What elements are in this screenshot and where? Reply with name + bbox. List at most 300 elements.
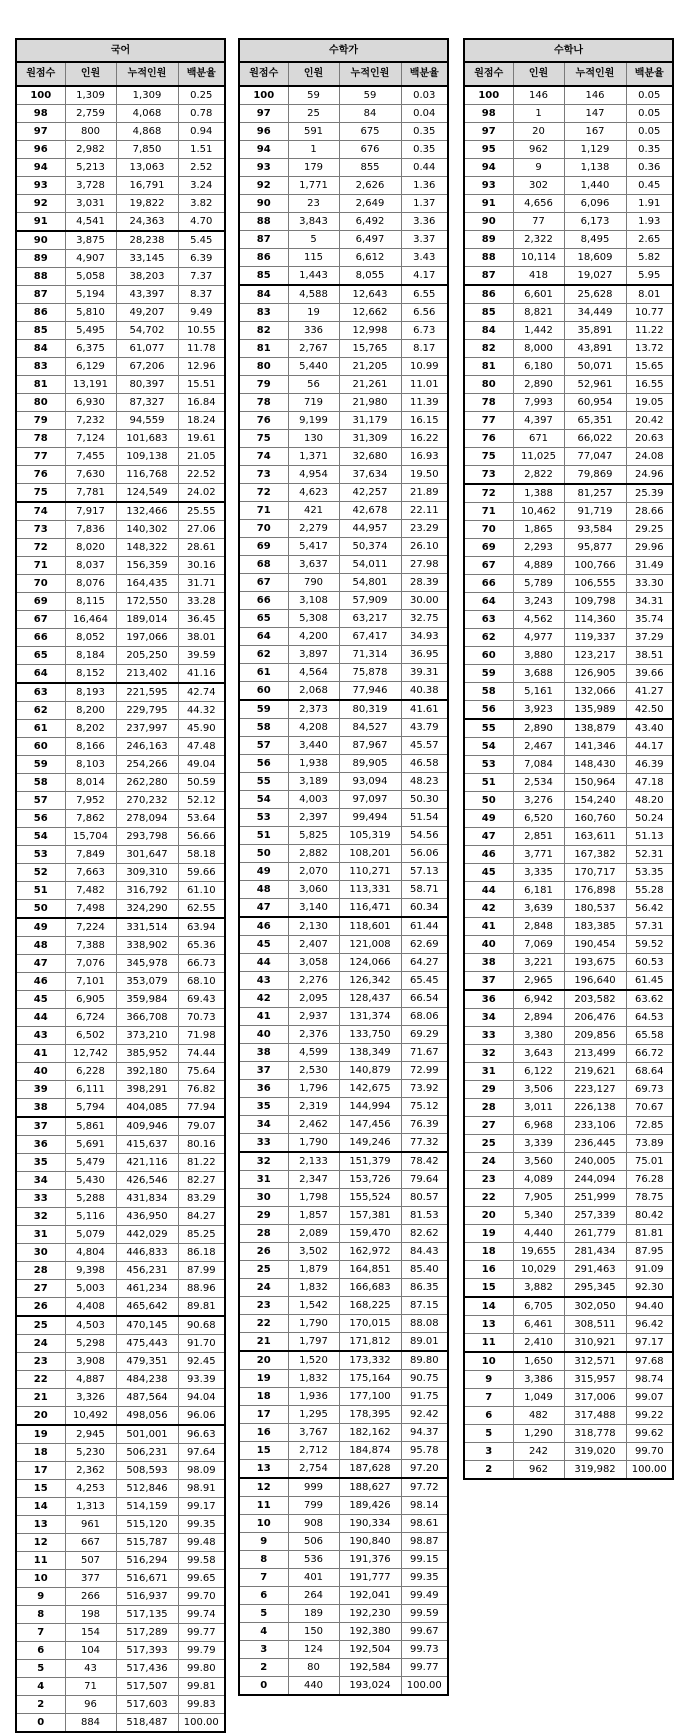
cell-cumulative: 33,145	[116, 250, 178, 268]
table-row	[464, 864, 673, 882]
cell-percentile: 99.17	[178, 1498, 225, 1516]
cell-count: 5,079	[65, 1226, 116, 1244]
table-row	[239, 1062, 448, 1080]
table-row	[16, 1208, 225, 1226]
cell-count: 1,542	[288, 1297, 339, 1315]
cell-percentile: 58.18	[178, 846, 225, 864]
cell-count: 3,728	[65, 177, 116, 195]
cell-percentile: 24.96	[626, 466, 673, 485]
cell-count: 3,767	[288, 1424, 339, 1442]
cell-cumulative: 44,957	[339, 520, 401, 538]
cell-cumulative: 319,982	[564, 1461, 626, 1480]
cell-cumulative: 54,011	[339, 556, 401, 574]
cell-cumulative: 317,488	[564, 1407, 626, 1425]
cell-percentile: 5.82	[626, 249, 673, 267]
cell-count: 418	[513, 267, 564, 286]
table-row	[16, 900, 225, 919]
cell-percentile: 37.29	[626, 629, 673, 647]
cell-percentile: 27.06	[178, 521, 225, 539]
table-row	[16, 1335, 225, 1353]
cell-percentile: 0.05	[626, 105, 673, 123]
table-row	[239, 1315, 448, 1333]
cell-percentile: 21.89	[401, 484, 448, 502]
cell-count: 10,462	[513, 503, 564, 521]
table-title: 국어	[16, 39, 225, 62]
cell-cumulative: 108,201	[339, 845, 401, 863]
table-row	[239, 159, 448, 177]
cell-raw-score: 8	[16, 1606, 65, 1624]
cell-cumulative: 164,435	[116, 575, 178, 593]
cell-count: 961	[65, 1516, 116, 1534]
cell-cumulative: 517,507	[116, 1678, 178, 1696]
cell-count: 2,397	[288, 809, 339, 827]
cell-raw-score: 52	[16, 864, 65, 882]
cell-cumulative: 6,096	[564, 195, 626, 213]
cell-cumulative: 81,257	[564, 484, 626, 503]
cell-percentile: 71.98	[178, 1027, 225, 1045]
cell-raw-score: 85	[239, 267, 288, 286]
cell-percentile: 0.35	[401, 141, 448, 159]
cell-percentile: 10.99	[401, 358, 448, 376]
cell-raw-score: 46	[464, 846, 513, 864]
cell-percentile: 43.79	[401, 719, 448, 737]
cell-cumulative: 246,163	[116, 738, 178, 756]
cell-percentile: 77.32	[401, 1134, 448, 1153]
cell-cumulative: 77,047	[564, 448, 626, 466]
table-row	[464, 123, 673, 141]
table-row	[16, 1136, 225, 1154]
cell-cumulative: 498,056	[116, 1407, 178, 1426]
table-row	[464, 539, 673, 557]
cell-cumulative: 166,683	[339, 1279, 401, 1297]
table-title: 수학나	[464, 39, 673, 62]
cell-cumulative: 93,094	[339, 773, 401, 791]
cell-percentile: 89.81	[178, 1298, 225, 1317]
cell-cumulative: 190,454	[564, 936, 626, 954]
cell-percentile: 99.83	[178, 1696, 225, 1714]
table-row	[16, 647, 225, 665]
cell-count: 1,313	[65, 1498, 116, 1516]
table-row	[239, 538, 448, 556]
cell-cumulative: 484,238	[116, 1371, 178, 1389]
cell-raw-score: 78	[16, 430, 65, 448]
cell-raw-score: 80	[239, 358, 288, 376]
cell-percentile: 30.00	[401, 592, 448, 610]
cell-percentile: 1.93	[626, 213, 673, 231]
cell-percentile: 66.73	[178, 955, 225, 973]
cell-raw-score: 28	[239, 1225, 288, 1243]
cell-raw-score: 41	[16, 1045, 65, 1063]
cell-count: 2,322	[513, 231, 564, 249]
cell-count: 6,375	[65, 340, 116, 358]
cell-cumulative: 470,145	[116, 1316, 178, 1335]
cell-raw-score: 97	[464, 123, 513, 141]
cell-cumulative: 128,437	[339, 990, 401, 1008]
cell-count: 1,832	[288, 1279, 339, 1297]
table-row	[239, 1207, 448, 1225]
cell-count: 3,276	[513, 792, 564, 810]
table-row	[239, 1677, 448, 1696]
cell-percentile: 100.00	[626, 1461, 673, 1480]
cell-cumulative: 6,173	[564, 213, 626, 231]
cell-raw-score: 96	[239, 123, 288, 141]
cell-cumulative: 331,514	[116, 918, 178, 937]
table-row	[464, 195, 673, 213]
table-row	[464, 394, 673, 412]
cell-raw-score: 35	[16, 1154, 65, 1172]
cell-count: 150	[288, 1623, 339, 1641]
cell-count: 5	[288, 231, 339, 249]
table-row	[464, 647, 673, 665]
cell-cumulative: 182,162	[339, 1424, 401, 1442]
cell-count: 5,810	[65, 304, 116, 322]
cell-raw-score: 97	[16, 123, 65, 141]
cell-cumulative: 281,434	[564, 1243, 626, 1261]
cell-raw-score: 9	[239, 1533, 288, 1551]
cell-count: 5,825	[288, 827, 339, 845]
table-row	[16, 448, 225, 466]
cell-raw-score: 26	[16, 1298, 65, 1317]
cell-raw-score: 58	[16, 774, 65, 792]
table-row	[16, 1516, 225, 1534]
table-row	[464, 1352, 673, 1371]
cell-cumulative: 32,680	[339, 448, 401, 466]
cell-percentile: 89.01	[401, 1333, 448, 1352]
col-header-cumulative: 누적인원	[116, 62, 178, 86]
cell-cumulative: 67,417	[339, 628, 401, 646]
cell-percentile: 94.40	[626, 1297, 673, 1316]
cell-cumulative: 116,471	[339, 899, 401, 918]
cell-cumulative: 60,954	[564, 394, 626, 412]
cell-percentile: 8.37	[178, 286, 225, 304]
cell-count: 7,455	[65, 448, 116, 466]
cell-percentile: 56.66	[178, 828, 225, 846]
cell-raw-score: 78	[239, 394, 288, 412]
cell-count: 4,564	[288, 664, 339, 682]
table-row	[464, 412, 673, 430]
table-row	[464, 159, 673, 177]
cell-count: 59	[288, 86, 339, 105]
cell-cumulative: 109,138	[116, 448, 178, 466]
cell-percentile: 35.74	[626, 611, 673, 629]
cell-raw-score: 98	[16, 105, 65, 123]
cell-count: 43	[65, 1660, 116, 1678]
cell-count: 336	[288, 322, 339, 340]
cell-cumulative: 315,957	[564, 1371, 626, 1389]
table-row	[239, 285, 448, 304]
cell-cumulative: 8,495	[564, 231, 626, 249]
cell-cumulative: 190,334	[339, 1515, 401, 1533]
cell-percentile: 45.90	[178, 720, 225, 738]
cell-percentile: 15.65	[626, 358, 673, 376]
cell-percentile: 62.55	[178, 900, 225, 919]
cell-raw-score: 80	[464, 376, 513, 394]
table-row	[239, 195, 448, 213]
table-row	[16, 1045, 225, 1063]
cell-percentile: 60.34	[401, 899, 448, 918]
table-row	[16, 521, 225, 539]
cell-percentile: 22.11	[401, 502, 448, 520]
cell-raw-score: 32	[464, 1045, 513, 1063]
cell-percentile: 38.51	[626, 647, 673, 665]
cell-count: 3,897	[288, 646, 339, 664]
table-row	[239, 430, 448, 448]
cell-count: 3,031	[65, 195, 116, 213]
cell-raw-score: 91	[16, 213, 65, 232]
table-row	[464, 882, 673, 900]
cell-count: 2,095	[288, 990, 339, 1008]
cell-percentile: 75.01	[626, 1153, 673, 1171]
cell-cumulative: 164,851	[339, 1261, 401, 1279]
cell-percentile: 1.91	[626, 195, 673, 213]
cell-percentile: 26.10	[401, 538, 448, 556]
cell-cumulative: 121,008	[339, 936, 401, 954]
cell-cumulative: 516,294	[116, 1552, 178, 1570]
cell-count: 8,184	[65, 647, 116, 665]
cell-percentile: 63.62	[626, 990, 673, 1009]
cell-cumulative: 262,280	[116, 774, 178, 792]
table-row	[239, 592, 448, 610]
cell-raw-score: 33	[464, 1027, 513, 1045]
table-row	[464, 1045, 673, 1063]
cell-percentile: 31.49	[626, 557, 673, 575]
cell-cumulative: 517,135	[116, 1606, 178, 1624]
cell-count: 2,068	[288, 682, 339, 701]
cell-cumulative: 209,856	[564, 1027, 626, 1045]
cell-percentile: 44.17	[626, 738, 673, 756]
cell-percentile: 0.44	[401, 159, 448, 177]
cell-raw-score: 51	[239, 827, 288, 845]
cell-count: 6,930	[65, 394, 116, 412]
cell-raw-score: 74	[239, 448, 288, 466]
cell-percentile: 90.75	[401, 1370, 448, 1388]
cell-raw-score: 2	[16, 1696, 65, 1714]
table-row	[239, 1279, 448, 1297]
table-row	[239, 249, 448, 267]
cell-cumulative: 131,374	[339, 1008, 401, 1026]
cell-percentile: 87.99	[178, 1262, 225, 1280]
cell-raw-score: 50	[239, 845, 288, 863]
cell-cumulative: 173,332	[339, 1351, 401, 1370]
cell-percentile: 98.09	[178, 1462, 225, 1480]
cell-cumulative: 461,234	[116, 1280, 178, 1298]
cell-cumulative: 310,921	[564, 1334, 626, 1353]
cell-raw-score: 27	[16, 1280, 65, 1298]
cell-count: 7,101	[65, 973, 116, 991]
table-row	[239, 610, 448, 628]
cell-count: 3,643	[513, 1045, 564, 1063]
cell-raw-score: 73	[239, 466, 288, 484]
table-row	[16, 955, 225, 973]
cell-count: 6,968	[513, 1117, 564, 1135]
cell-cumulative: 132,066	[564, 683, 626, 701]
cell-raw-score: 59	[16, 756, 65, 774]
cell-raw-score: 51	[16, 882, 65, 900]
cell-raw-score: 36	[239, 1080, 288, 1098]
cell-percentile: 81.81	[626, 1225, 673, 1243]
cell-cumulative: 95,877	[564, 539, 626, 557]
cell-count: 2,822	[513, 466, 564, 485]
cell-percentile: 49.04	[178, 756, 225, 774]
cell-cumulative: 50,071	[564, 358, 626, 376]
cell-raw-score: 92	[239, 177, 288, 195]
cell-count: 2,767	[288, 340, 339, 358]
cell-raw-score: 16	[239, 1424, 288, 1442]
cell-count: 104	[65, 1642, 116, 1660]
cell-raw-score: 46	[239, 917, 288, 936]
cell-cumulative: 168,225	[339, 1297, 401, 1315]
cell-cumulative: 517,436	[116, 1660, 178, 1678]
table-row	[239, 1587, 448, 1605]
table-row	[464, 484, 673, 503]
cell-count: 8,200	[65, 702, 116, 720]
cell-cumulative: 190,840	[339, 1533, 401, 1551]
cell-percentile: 61.45	[626, 972, 673, 991]
cell-raw-score: 10	[464, 1352, 513, 1371]
table-row	[16, 937, 225, 955]
cell-cumulative: 345,978	[116, 955, 178, 973]
cell-raw-score: 45	[464, 864, 513, 882]
cell-percentile: 97.64	[178, 1444, 225, 1462]
cell-cumulative: 50,374	[339, 538, 401, 556]
cell-cumulative: 15,765	[339, 340, 401, 358]
cell-raw-score: 38	[464, 954, 513, 972]
table-row	[16, 412, 225, 430]
cell-cumulative: 12,662	[339, 304, 401, 322]
cell-percentile: 5.45	[178, 231, 225, 250]
cell-count: 2,347	[288, 1171, 339, 1189]
cell-percentile: 56.42	[626, 900, 673, 918]
cell-percentile: 16.22	[401, 430, 448, 448]
cell-cumulative: 301,647	[116, 846, 178, 864]
table-row	[239, 231, 448, 249]
cell-raw-score: 78	[464, 394, 513, 412]
cell-percentile: 28.66	[626, 503, 673, 521]
cell-percentile: 15.51	[178, 376, 225, 394]
cell-count: 1,936	[288, 1388, 339, 1406]
table-row	[239, 755, 448, 773]
cell-count: 3,339	[513, 1135, 564, 1153]
cell-raw-score: 89	[16, 250, 65, 268]
cell-cumulative: 153,726	[339, 1171, 401, 1189]
cell-count: 1,771	[288, 177, 339, 195]
score-table-math-na	[463, 38, 674, 1480]
cell-count: 2,410	[513, 1334, 564, 1353]
cell-raw-score: 53	[464, 756, 513, 774]
cell-cumulative: 191,777	[339, 1569, 401, 1587]
cell-raw-score: 94	[16, 159, 65, 177]
cell-cumulative: 113,331	[339, 881, 401, 899]
cell-raw-score: 89	[464, 231, 513, 249]
cell-cumulative: 80,319	[339, 700, 401, 719]
cell-raw-score: 54	[239, 791, 288, 809]
cell-percentile: 88.96	[178, 1280, 225, 1298]
cell-raw-score: 71	[464, 503, 513, 521]
cell-percentile: 72.85	[626, 1117, 673, 1135]
table-row	[464, 810, 673, 828]
cell-percentile: 0.03	[401, 86, 448, 105]
table-row	[16, 304, 225, 322]
cell-percentile: 59.52	[626, 936, 673, 954]
cell-cumulative: 19,822	[116, 195, 178, 213]
cell-count: 8,202	[65, 720, 116, 738]
cell-raw-score: 7	[464, 1389, 513, 1407]
cell-raw-score: 46	[16, 973, 65, 991]
cell-cumulative: 324,290	[116, 900, 178, 919]
cell-count: 6,724	[65, 1009, 116, 1027]
table-row	[239, 123, 448, 141]
cell-count: 1,388	[513, 484, 564, 503]
cell-count: 3,335	[513, 864, 564, 882]
cell-raw-score: 79	[16, 412, 65, 430]
cell-cumulative: 84,527	[339, 719, 401, 737]
table-row	[464, 231, 673, 249]
cell-count: 7,836	[65, 521, 116, 539]
cell-count: 1,832	[288, 1370, 339, 1388]
table-row	[239, 1008, 448, 1026]
cell-percentile: 99.81	[178, 1678, 225, 1696]
cell-count: 7,482	[65, 882, 116, 900]
cell-percentile: 80.42	[626, 1207, 673, 1225]
cell-percentile: 36.95	[401, 646, 448, 664]
table-row	[464, 466, 673, 485]
cell-percentile: 41.16	[178, 665, 225, 684]
table-row	[16, 1063, 225, 1081]
table-body	[16, 86, 225, 1732]
cell-cumulative: 446,833	[116, 1244, 178, 1262]
cell-cumulative: 508,593	[116, 1462, 178, 1480]
table-row	[239, 448, 448, 466]
cell-count: 7,498	[65, 900, 116, 919]
cell-cumulative: 373,210	[116, 1027, 178, 1045]
table-row	[239, 502, 448, 520]
cell-cumulative: 291,463	[564, 1261, 626, 1279]
cell-percentile: 99.80	[178, 1660, 225, 1678]
cell-percentile: 19.05	[626, 394, 673, 412]
cell-count: 7,862	[65, 810, 116, 828]
cell-count: 11,025	[513, 448, 564, 466]
cell-percentile: 20.42	[626, 412, 673, 430]
cell-raw-score: 18	[16, 1444, 65, 1462]
table-row	[16, 1462, 225, 1480]
cell-percentile: 40.38	[401, 682, 448, 701]
table-row	[239, 340, 448, 358]
cell-raw-score: 49	[464, 810, 513, 828]
cell-count: 3,011	[513, 1099, 564, 1117]
cell-percentile: 73.92	[401, 1080, 448, 1098]
cell-count: 2,982	[65, 141, 116, 159]
cell-raw-score: 26	[239, 1243, 288, 1261]
cell-cumulative: 675	[339, 123, 401, 141]
cell-count: 2,945	[65, 1425, 116, 1444]
cell-count: 5,116	[65, 1208, 116, 1226]
table-row	[239, 1098, 448, 1116]
cell-percentile: 4.17	[401, 267, 448, 286]
table-row	[464, 105, 673, 123]
cell-raw-score: 85	[16, 322, 65, 340]
cell-raw-score: 13	[239, 1460, 288, 1479]
table-row	[16, 1552, 225, 1570]
cell-count: 19,655	[513, 1243, 564, 1261]
cell-percentile: 3.36	[401, 213, 448, 231]
cell-percentile: 77.94	[178, 1099, 225, 1118]
cell-raw-score: 37	[16, 1117, 65, 1136]
cell-count: 2,130	[288, 917, 339, 936]
cell-count: 154	[65, 1624, 116, 1642]
cell-raw-score: 18	[464, 1243, 513, 1261]
table-row	[239, 972, 448, 990]
col-header-raw-score: 원점수	[239, 62, 288, 86]
